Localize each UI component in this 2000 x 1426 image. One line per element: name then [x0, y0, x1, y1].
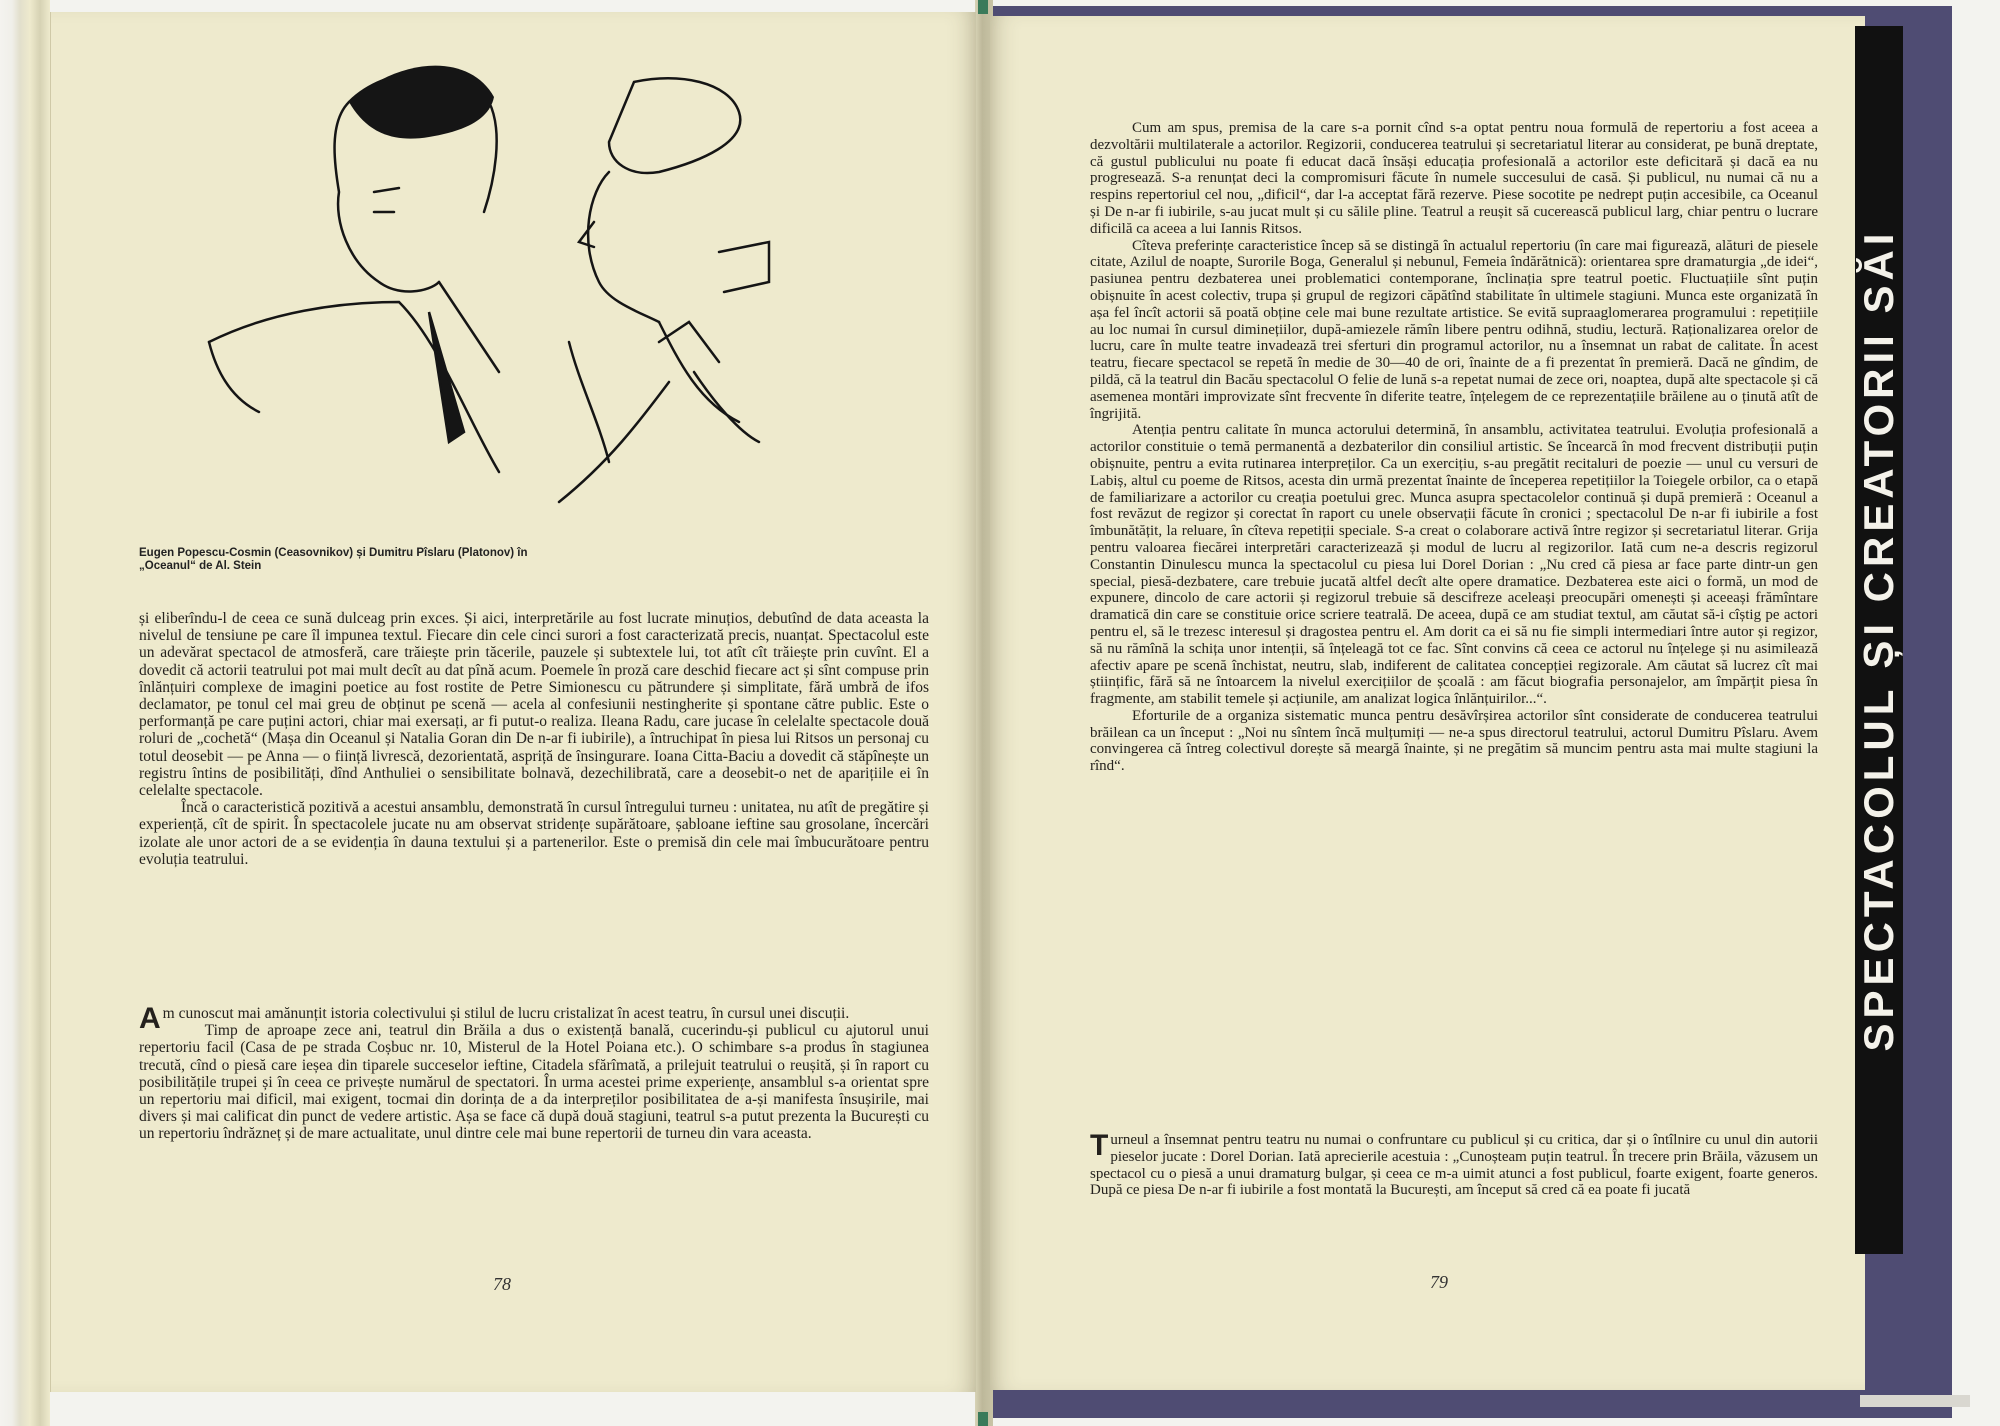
right-body-text	[1090, 120, 1818, 775]
left-paragraph-2: Încă o caracteristică pozitivă a acestui ansamblu, demonstrată în cursul întregului turneu : unitatea, nu atît de pregătire și experiență, cît de spirit. În spectacolele jucate nu am observat stridențe supărătoare, șabloane ieftine sau grosolane, încercări izolate ale unor actori de a se evidenția în dauna textului și a partenerilor. Este o premisă din cele mai îmbucurătoare pentru evoluția teatrului.	[139, 799, 929, 868]
page-number-left: 78	[493, 1274, 511, 1294]
right-paragraph-3: Atenția pentru calitate în munca actorului determină, în ansamblu, activitatea teatrului. Evoluția profesională a actorilor constituie o temă permanentă a dezbaterilor din consiliul artistic. Se încearcă în mod frecvent distribuții puțin obișnuite, pentru a evita rutinarea interpreților. Ca un exercițiu, s-au pregătit recitaluri de poezie — unul cu versuri de Labiș, altul cu poeme de Ritsos, acesta din urmă prezentat înainte de începerea repetițiilor la Toiegele orbilor, ca o etapă de familiarizare a actorilor cu creația poetului grec. Munca asupra spectacolelor continuă și după premieră : Oceanul a fost revăzut de regizor și corectat în raport cu unele observații făcute în cronici ; spectacolul De n-ar fi iubirile a fost îmbunătățit, la reluare, în cîteva repetiții speciale. S-a creat o colaborare activă între regizor și secretariatul literar. Grija pentru valoarea fiecărei interpretări caracterizează și modul de lucru al regizorilor. Iată cum ne-a descris regizorul Constantin Dinulescu munca la spectacolul cu piesa lui Dorel Dorian : „Nu cred că piesa ar face parte dintr-un gen special, piesă-dezbatere, care trebuie jucată altfel decît alte opere dramatice. Dezbaterea este aici o formă, un mod de expunere, dincolo de care actorii și regizorul trebuie să descifreze aceleași preocupări omenești și aceeași frămîntare dramatică din care se constituie orice scriere teatrală. De aceea, după ce am studiat textul, am căutat să-i cîștig pe actori pentru el, să le trezesc interesul și dragostea pentru el. Am dorit ca ei să nu fie simpli intermediari între autor și regizor, să nu rămînă la schița unor intenții, să înțeleagă tot ce fac. Sînt convins că ceea ce actorul nu înțelege și nu asimilează afectiv apare pe scenă închistat, neutru, slab, indiferent de calitatea concepției regizorale. Am căutat să lucrez cît mai științific, fără să ne întoarcem la nivelul exercițiilor de școală : am făcut biografia personajelor, am împărțit piesa în fragmente, am stabilit temele și acțiunile, am analizat logica înlănțuirilor...“.	[1090, 422, 1818, 708]
book-cover-bottom-right	[1860, 1395, 1970, 1407]
left-dropcap: A	[139, 1002, 161, 1035]
caricature-illustration	[139, 42, 779, 552]
right-paragraph-1: Cum am spus, premisa de la care s-a pornit cînd s-a optat pentru noua formulă de repertoriu a fost aceea a dezvoltării multilaterale a actorilor. Regizorii, conducerea teatrului și secretariatul literar au considerat, pe bună dreptate, că gustul publicului nu poate fi educat dacă însăși educația profesională a actorilor este deficitară și dacă ea nu progresează. S-a renunțat deci la compromisuri făcute în numele succesului de casă. Și publicul, nu numai că nu a respins repertoriul cel nou, „dificil“, dar l-a acceptat fără rezerve. Piese socotite pe nedrept puțin accesibile, ca Oceanul și De n-ar fi iubirile, s-au jucat mult și cu sălile pline. Teatrul a reușit să cucerească publicul larg, chiar pentru o lucrare dificilă ca aceea a lui Iannis Ritsos.	[1090, 120, 1818, 237]
figure-caption	[139, 547, 719, 573]
page-number-right: 79	[1430, 1272, 1448, 1292]
side-title-text: SPECTACOLUL ȘI CREATORII SĂI	[1855, 228, 1902, 1052]
bookmark-tab-top	[978, 0, 988, 14]
right-paragraph-2: Cîteva preferințe caracteristice încep să se distingă în actualul repertoriu (în care mai figurează, alături de piesele citate, Azilul de noapte, Surorile Boga, Generalul și nebunul, Femeia îndărătnică): orientarea spre dramaturgia „de idei“, pasiunea pentru dezbaterea unei problematici contemporane, înclinația spre teatrul poetic. Fluctuațiile sînt puțin obișnuite în acest colectiv, trupa și grupul de regizori căpătînd stabilitate în ultimele stagiuni. Munca este organizată în așa fel încît actorii să poată obține cele mai bune rezultate artistice. Se evită supraaglomerarea programului : repetițiile au loc numai în cursul diminețiilor, după-amiezele rămîn libere pentru odihnă, studiu, lectură. Raționalizarea orelor de lucru, care în multe teatre invadează trei sferturi din programul actorilor, nu a însemnat un rabat de calitate. În acest teatru, fiecare spectacol se repetă în medie de 30—40 de ori, înainte de a fi prezentat în premieră. Dacă ne gîndim, de pildă, că la teatrul din Bacău spectacolul O felie de lună s-a repetat numai de zece ori, noaptea, după alte spectacole și că asemenea montări improvizate sînt frecvente în diferite teatre, înțelegem de ce reprezentațiile brăilene au o ținută atît de îngrijită.	[1090, 237, 1818, 422]
right-section-text	[1090, 1129, 1818, 1199]
left-section-paragraph-2: Timp de aproape zece ani, teatrul din Brăila a dus o existență banală, cucerindu-și publicul cu ajutorul unui repertoriu facil (Casa de pe strada Coșbuc nr. 10, Misterul de la Hotel Poiana etc.). O schimbare s-a produs în stagiunea trecută, cînd o piesă care ieșea din tiparele succeselor ieftine, Citadela sfărîmată, a prilejuit teatrului o reușită, și în raport cu posibilitățile trupei și în ceea ce privește numărul de spectatori. În urma acestei prime experiențe, ansamblul s-a orientat spre un repertoriu mai dificil, mai exigent, tocmai din dorința de a da interpreților posibilitatea de a-și manifesta însușirile, mai divers și mai calificat din punct de vedere artistic. Așa se face că după două stagiuni, teatrul s-a putut prezenta la București cu un repertoriu îndrăzneț și de mare actualitate, unul dintre cele mai bune repertorii de turneu din vara aceasta.	[139, 1022, 929, 1143]
right-page	[990, 16, 1865, 1390]
left-section-paragraph-1: m cunoscut mai amănunțit istoria colectivului și stilul de lucru cristalizat în acest teatru, în cursul unei discuții.	[162, 1005, 850, 1022]
section-side-title	[1855, 26, 1903, 1254]
right-paragraph-4: Eforturile de a organiza sistematic munca pentru desăvîrșirea actorilor sînt considerate de conducerea teatrului brăilean ca un început : „Noi nu sîntem încă mulțumiți — ne-a spus directorul teatrului, actorul Dumitru Pîslaru. Avem convingerea că întreg colectivul dorește să meargă înainte, și ne pregătim să muncim pentru asta mai multe stagiuni la rînd“.	[1090, 707, 1818, 775]
left-section-text	[139, 1002, 929, 1143]
right-section-paragraph: urneul a însemnat pentru teatru nu numai o confruntare cu publicul și cu critica, dar și o întîlnire cu unul din autorii pieselor jucate : Dorel Dorian. Iată aprecierile acestuia : „Cunoșteam puțin teatrul. În trecere prin Brăila, văzusem un spectacol cu o piesă a unui dramaturg bulgar, și ceea ce m-a uimit atunci a fost publicul, foarte exigent, foarte generos. După ce piesa De n-ar fi iubirile a fost montată la București, am început să cred că ea poate fi jucată	[1090, 1132, 1818, 1199]
left-paragraph-1: și eliberîndu-l de ceea ce sună dulceag prin exces. Și aici, interpretările au fost lucrate minuțios, debutînd de data aceasta la nivelul de tensiune pe care îl impunea textul. Fiecare din cele cinci surori a fost caracterizată precis, nuanțat. Spectacolul este un adevărat spectacol de atmosferă, care trăiește prin tăcerile, pauzele și subtextele lui, tot atît cît trăiește prin cuvînt. El a dovedit că actorii teatrului pot mai mult decît au dat pînă acum. Poemele în proză care deschid fiecare act și sînt compuse prin înlănțuiri complexe de imagini poetice au fost rostite de Petre Simionescu cu pătrundere și simplitate, fără umbră de ifos declamator, pe tonul cel mai greu de obținut pe scenă — acela al confesiunii nestingherite și spontane către public. Este o performanță pe care puțini actori, chiar mai exersați, ar fi putut-o realiza. Ileana Radu, care jucase în celelalte spectacole două roluri de „cochetă“ (Mașa din Oceanul și Natalia Goran din De n-ar fi iubirile), a întruchipat în piesa lui Ritsos un personaj cu totul deosebit — pe Anna — o ființă livrescă, dezorientată, aspriță de însingurare. Ioana Citta-Baciu a dovedit că stăpînește un registru întins de posibilități, dînd Anthuliei o sensibilitate bolnavă, dezechilibrată, care a deosebit-o net de aparițiile ei în celelalte spectacole.	[139, 610, 929, 800]
bookmark-tab-bottom	[978, 1412, 988, 1426]
left-page	[50, 12, 976, 1392]
right-dropcap: T	[1090, 1129, 1109, 1162]
book-edge-left	[0, 0, 50, 1426]
left-body-text	[139, 610, 929, 868]
caption-line1: Eugen Popescu-Cosmin (Ceasovnikov) și Dumitru Pîslaru (Platonov) în	[139, 547, 528, 559]
caption-line2: „Oceanul“ de Al. Stein	[139, 560, 262, 572]
